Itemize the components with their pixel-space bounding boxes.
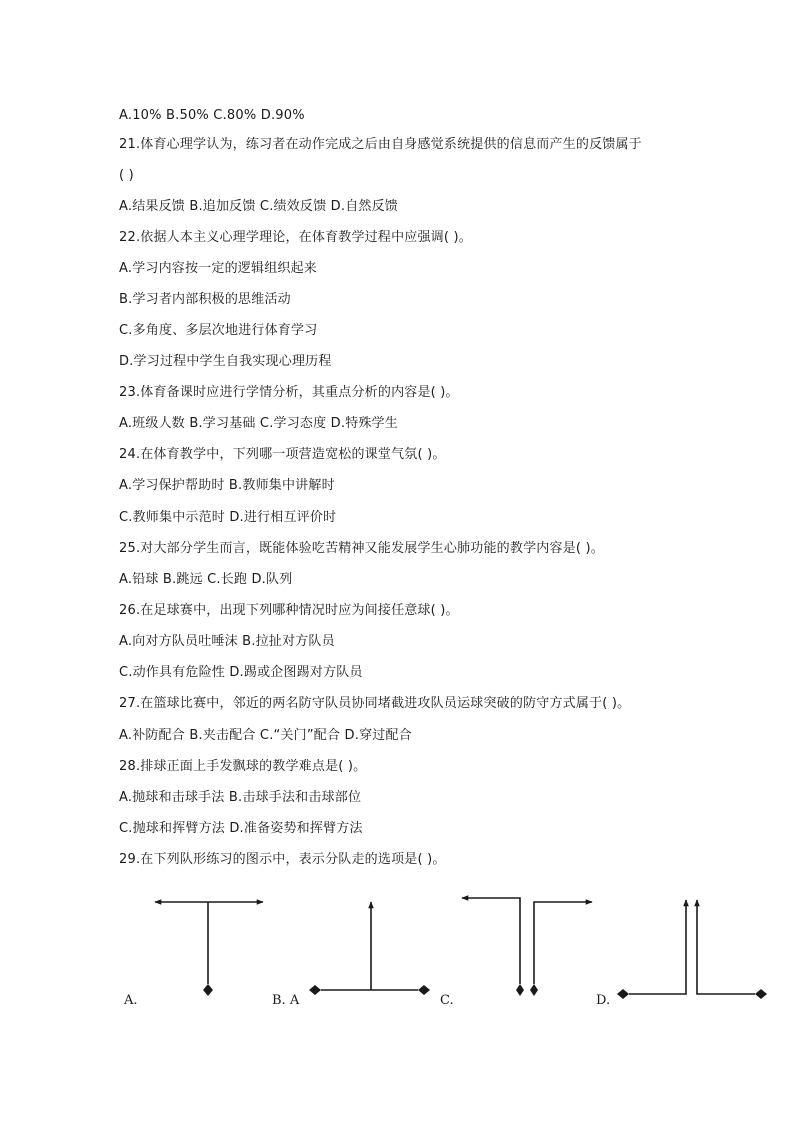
q28-options-ab: A.抛球和击球手法 B.击球手法和击球部位 xyxy=(119,790,362,805)
q24-options-ab: A.学习保护帮助时 B.教师集中讲解时 xyxy=(119,478,335,493)
figure-c-right-path xyxy=(534,902,592,984)
figure-c-diamond-right xyxy=(530,984,538,996)
figure-c-diamond-left xyxy=(516,984,524,996)
q23-stem: 23.体育备课时应进行学情分析，其重点分析的内容是( )。 xyxy=(119,385,459,400)
figure-d-left-path xyxy=(629,900,686,994)
q26-options-ab: A.向对方队员吐唾沫 B.拉扯对方队员 xyxy=(119,634,335,649)
q23-options: A.班级人数 B.学习基础 C.学习态度 D.特殊学生 xyxy=(119,416,398,431)
figure-d-diamond-left xyxy=(617,989,629,999)
figure-d-label: D. xyxy=(596,993,611,1008)
figure-a-diamond xyxy=(203,984,213,996)
q27-options: A.补防配合 B.夹击配合 C.“关门”配合 D.穿过配合 xyxy=(119,728,412,743)
q22-option-c: C.多角度、多层次地进行体育学习 xyxy=(119,323,318,338)
figure-d xyxy=(617,900,767,999)
figure-d-diamond-right xyxy=(755,989,767,999)
figure-b-diamond-right xyxy=(418,985,430,995)
q24-stem: 24.在体育教学中，下列哪一项营造宽松的课堂气氛( )。 xyxy=(119,447,446,462)
q26-options-cd: C.动作具有危险性 D.踢或企图踢对方队员 xyxy=(119,665,363,680)
q24-options-cd: C.教师集中示范时 D.进行相互评价时 xyxy=(119,510,337,525)
figure-b xyxy=(309,902,430,995)
q21-stem: 21.体育心理学认为，练习者在动作完成之后由自身感觉系统提供的信息而产生的反馈属于 xyxy=(119,137,642,152)
q28-options-cd: C.抛球和挥臂方法 D.准备姿势和挥臂方法 xyxy=(119,821,363,836)
q26-stem: 26.在足球赛中，出现下列哪种情况时应为间接任意球( )。 xyxy=(119,603,459,618)
figure-d-right-path xyxy=(697,900,755,994)
formation-diagrams-svg xyxy=(0,880,794,1020)
q22-option-b: B.学习者内部积极的思维活动 xyxy=(119,292,291,307)
q25-options: A.铅球 B.跳远 C.长跑 D.队列 xyxy=(119,572,293,587)
q20-options: A.10% B.50% C.80% D.90% xyxy=(119,108,305,123)
q25-stem: 25.对大部分学生而言，既能体验吃苦精神又能发展学生心肺功能的教学内容是( )。 xyxy=(119,541,604,556)
figure-c-left-path xyxy=(462,898,520,984)
figure-b-label: B. A xyxy=(272,993,300,1008)
figure-a-label: A. xyxy=(124,993,138,1008)
q27-stem: 27.在篮球比赛中，邻近的两名防守队员协同堵截进攻队员运球突破的防守方式属于( )。 xyxy=(119,696,631,711)
q21-blank: ( ) xyxy=(119,168,134,183)
figure-a xyxy=(155,902,263,996)
q28-stem: 28.排球正面上手发飘球的教学难点是( )。 xyxy=(119,759,367,774)
formation-diagrams xyxy=(0,880,794,1020)
figure-c-label: C. xyxy=(440,993,454,1008)
figure-b-diamond-left xyxy=(309,985,321,995)
q22-stem: 22.依据人本主义心理学理论，在体育教学过程中应强调( )。 xyxy=(119,230,472,245)
q29-stem: 29.在下列队形练习的图示中，表示分队走的选项是( )。 xyxy=(119,852,446,867)
figure-c xyxy=(462,898,592,996)
q22-option-a: A.学习内容按一定的逻辑组织起来 xyxy=(119,261,317,276)
q21-options: A.结果反馈 B.追加反馈 C.绩效反馈 D.自然反馈 xyxy=(119,199,398,214)
q22-option-d: D.学习过程中学生自我实现心理历程 xyxy=(119,354,332,369)
